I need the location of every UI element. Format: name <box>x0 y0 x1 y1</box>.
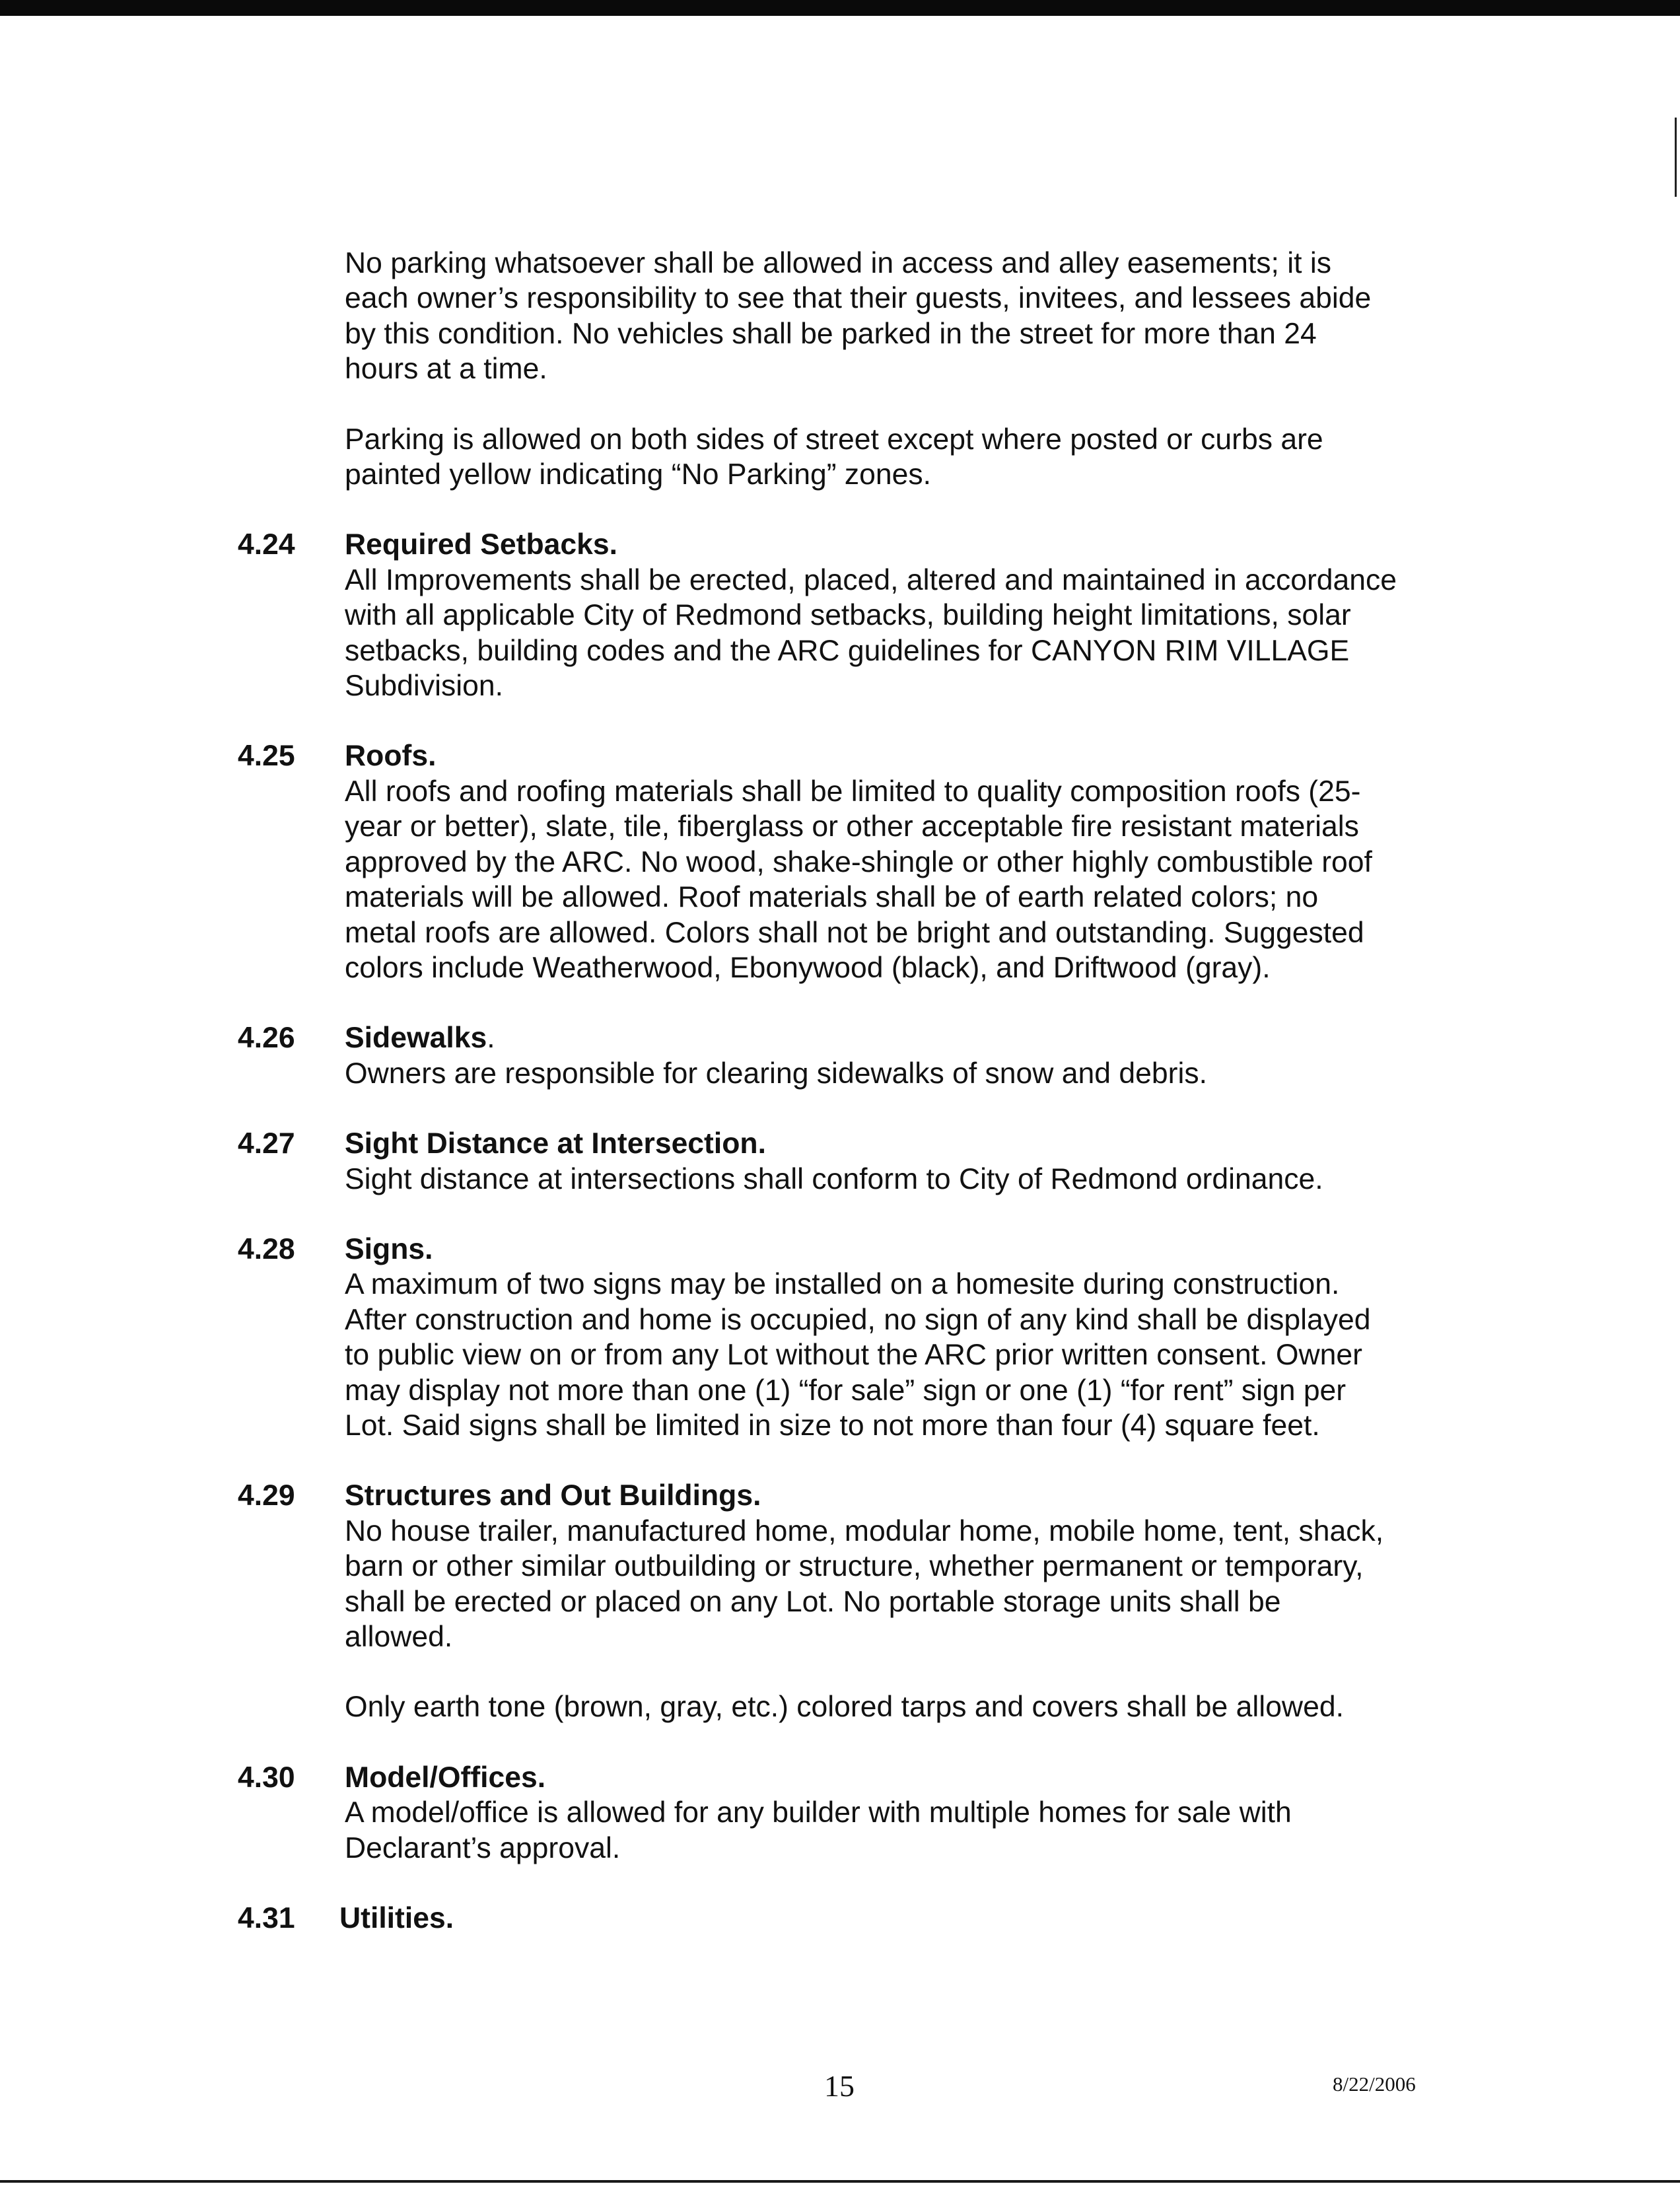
section-4-29 <box>238 1478 1479 1724</box>
section-number: 4.29 <box>238 1479 295 1512</box>
intro-paragraph-parking-sides: Parking is allowed on both sides of street except where posted or curbs are painted yellow indicating “No Parking” zones. <box>345 423 1323 491</box>
intro-paragraph-parking: No parking whatsoever shall be allowed in access and alley easements; it is each owner’s responsibility to see that their guests, invitees, and lessees abide by this condition. No vehicles shall be parked in the street for more than 24 hours at a time. <box>345 247 1372 386</box>
section-4-25 <box>238 738 1479 985</box>
section-title: Structures and Out Buildings. <box>345 1479 761 1512</box>
section-number: 4.26 <box>238 1022 295 1055</box>
scan-right-edge-mark <box>1675 118 1677 197</box>
document-page <box>238 246 1479 1936</box>
section-4-30 <box>238 1760 1479 1866</box>
section-title: Required Setbacks. <box>345 528 618 561</box>
section-body: Sight distance at intersections shall conform to City of Redmond ordinance. <box>345 1162 1323 1195</box>
section-number: 4.30 <box>238 1761 295 1794</box>
section-number: 4.25 <box>238 740 295 773</box>
section-number: 4.27 <box>238 1127 295 1160</box>
section-4-28 <box>238 1232 1479 1443</box>
section-title-period: . <box>487 1022 495 1055</box>
footer-date: 8/22/2006 <box>1333 2072 1416 2096</box>
section-title: Roofs. <box>345 740 437 773</box>
section-4-31 <box>238 1901 1479 1936</box>
section-body: All Improvements shall be erected, placed, altered and maintained in accordance with all applicable City of Redmond setbacks, building height limitations, solar setbacks, building codes and the ARC guidelines for CANYON RIM VILLAGE Subdivision. <box>345 563 1397 703</box>
section-body: Owners are responsible for clearing sidewalks of snow and debris. <box>345 1057 1207 1090</box>
section-body: A model/office is allowed for any builder with multiple homes for sale with Declarant’s approval. <box>345 1796 1292 1864</box>
section-extra-paragraph: Only earth tone (brown, gray, etc.) colored tarps and covers shall be allowed. <box>345 1691 1344 1724</box>
section-body: All roofs and roofing materials shall be limited to quality composition roofs (25- year or better), slate, tile, fiberglass or other acceptable fire resistant materials approved by the ARC. No wood, shake-shingle or other highly combustible roof materials will be allowed. Roof materials shall be of earth related colors; no metal roofs are allowed. Colors shall not be bright and outstanding. Suggested colors include Weatherwood, Ebonywood (black), and Driftwood (gray). <box>345 775 1372 984</box>
section-title: Sidewalks <box>345 1022 487 1055</box>
section-title: Signs. <box>345 1232 433 1265</box>
section-body: No house trailer, manufactured home, modular home, mobile home, tent, shack, barn or other similar outbuilding or structure, whether permanent or temporary, shall be erected or placed on any Lot. No portable storage units shall be allowed. <box>345 1514 1384 1653</box>
section-title: Model/Offices. <box>345 1761 546 1794</box>
page-number: 15 <box>824 2069 855 2103</box>
scan-bottom-border <box>0 2180 1680 2183</box>
section-number: 4.28 <box>238 1232 295 1265</box>
section-4-27 <box>238 1126 1479 1197</box>
section-body: A maximum of two signs may be installed on a homesite during construction. After construction and home is occupied, no sign of any kind shall be displayed to public view on or from any Lot without the ARC prior written consent. Owner may display not more than one (1) “for sale” sign or one (1) “for rent” sign per Lot. Said signs shall be limited in size to not more than four (4) square feet. <box>345 1268 1371 1442</box>
section-number: 4.24 <box>238 528 295 561</box>
section-4-24 <box>238 527 1479 703</box>
section-title: Sight Distance at Intersection. <box>345 1127 766 1160</box>
section-number: 4.31 <box>238 1902 295 1935</box>
section-4-26 <box>238 1020 1479 1091</box>
scan-top-border <box>0 0 1680 16</box>
section-title: Utilities. <box>339 1902 454 1935</box>
